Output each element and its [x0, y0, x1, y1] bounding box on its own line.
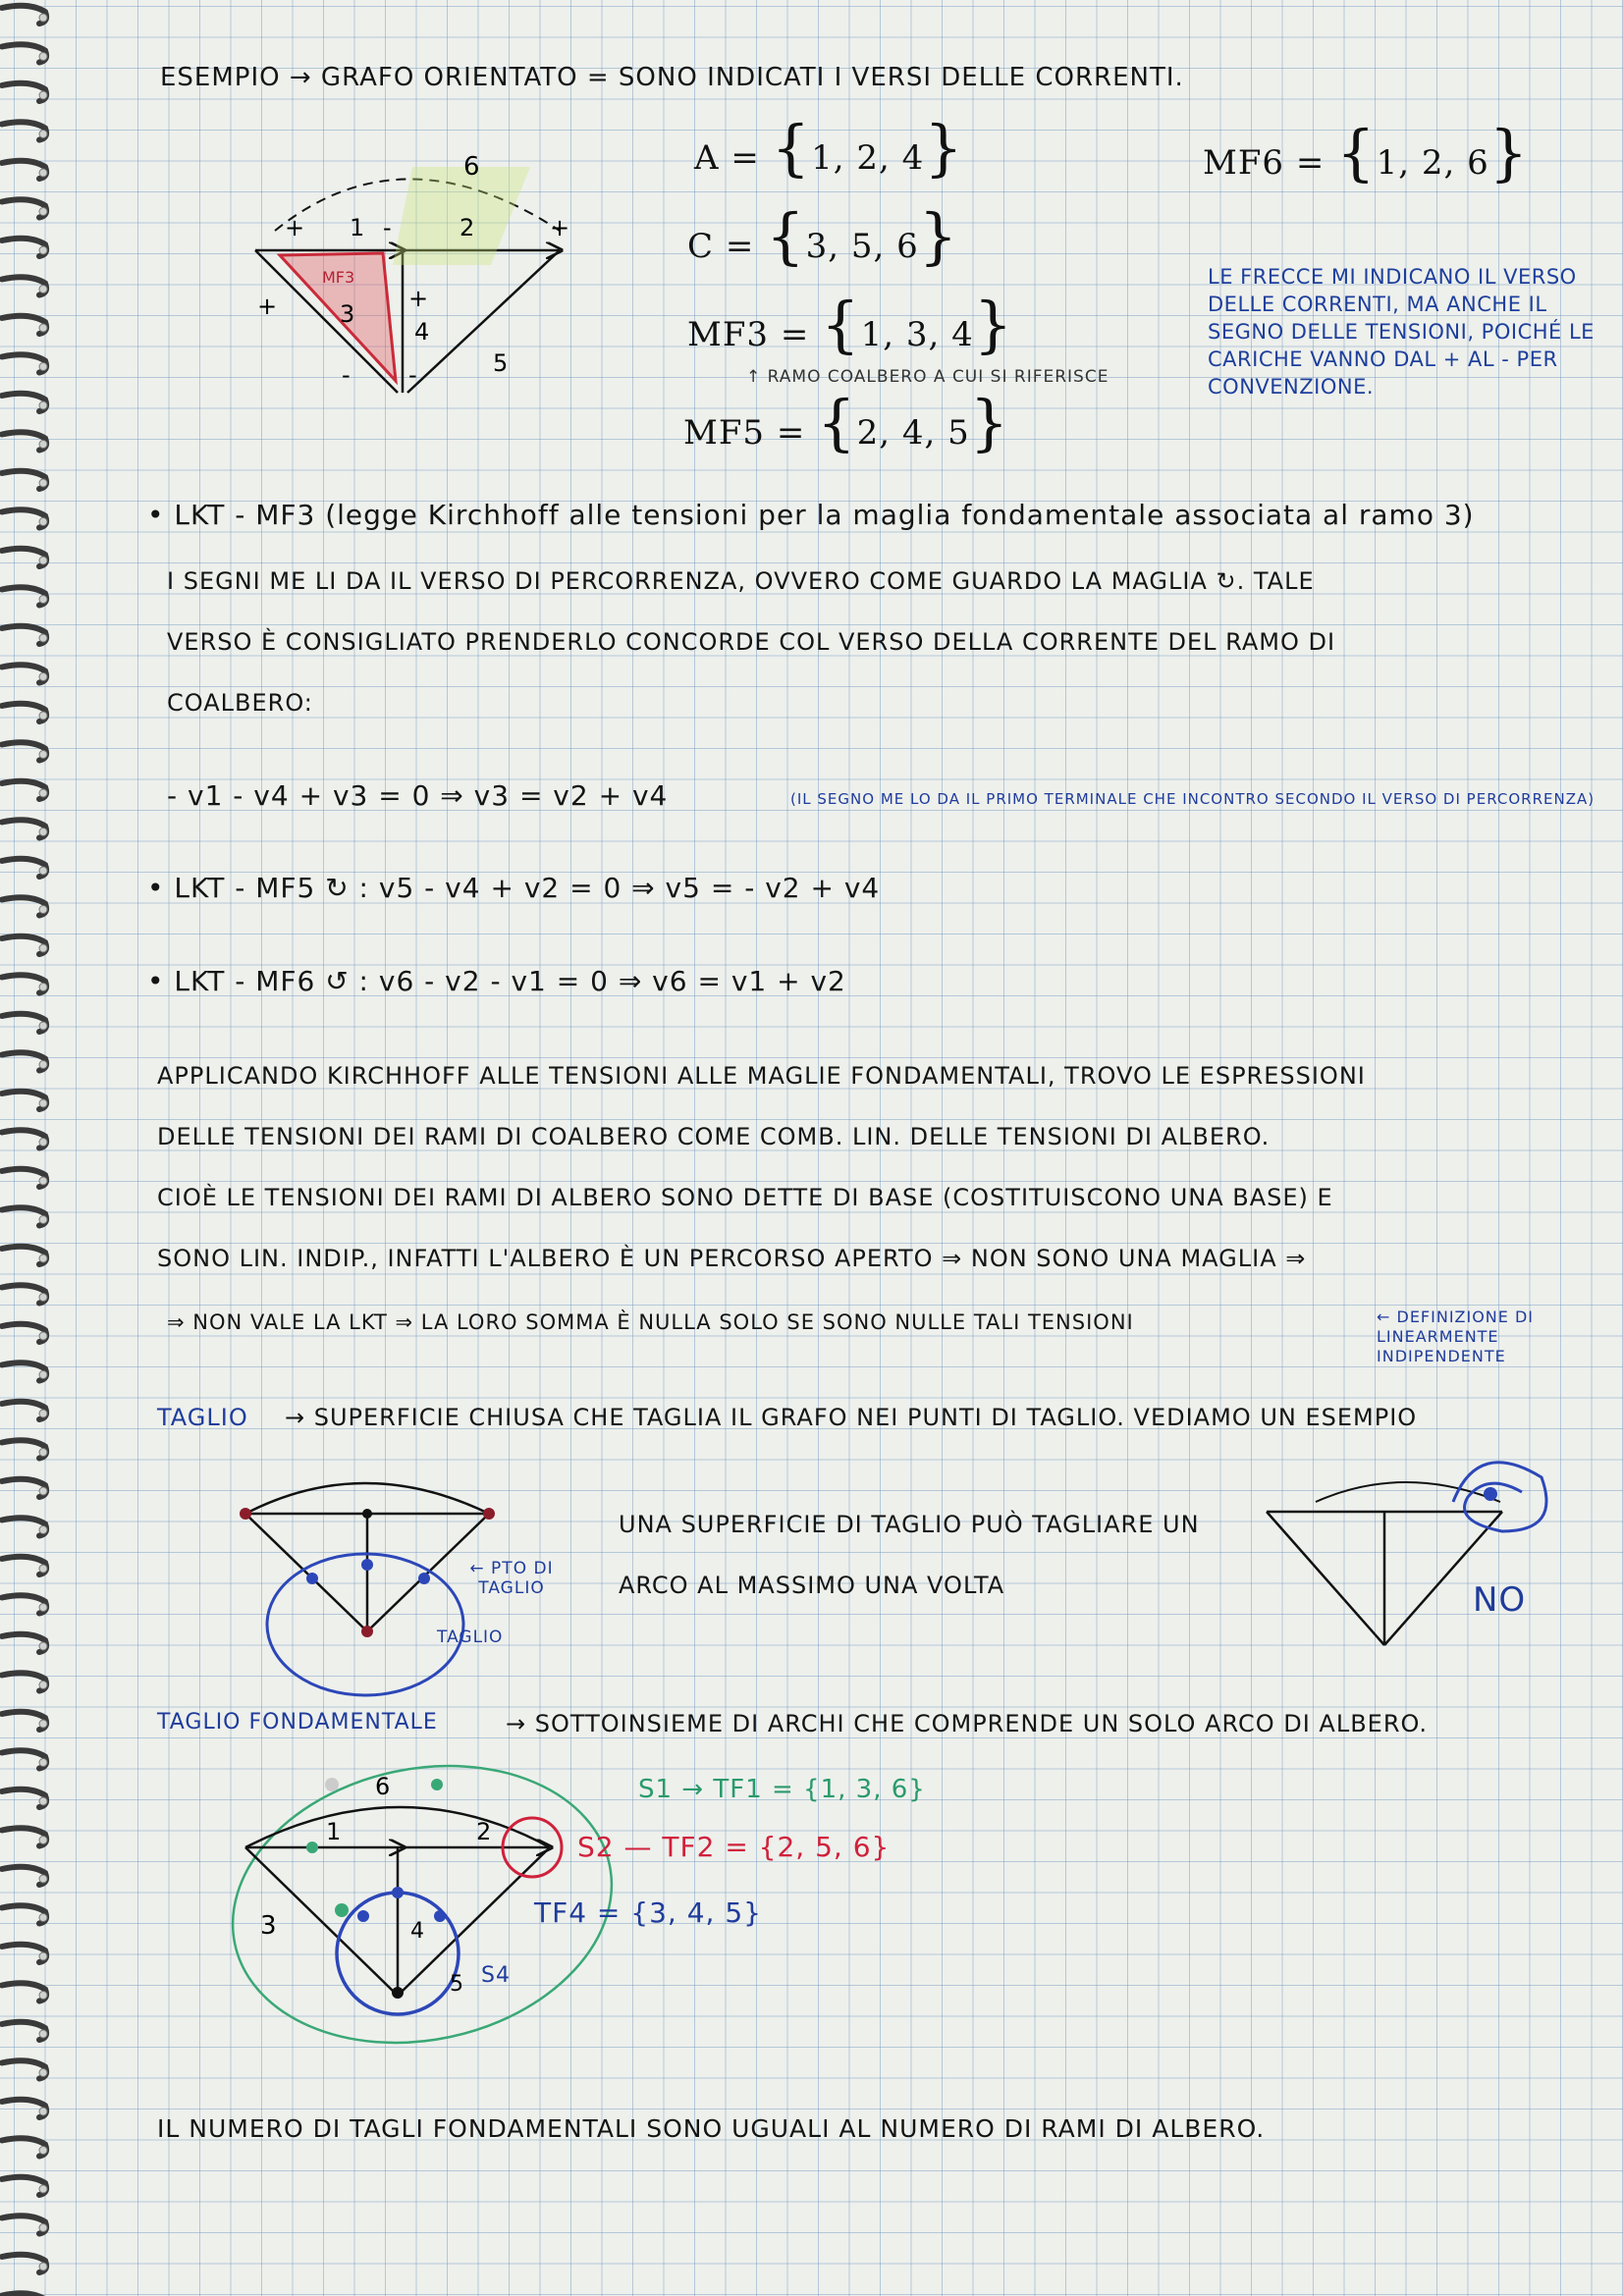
taglio-surface-label: TAGLIO	[437, 1628, 504, 1647]
sign-plus-1: +	[285, 214, 305, 241]
taglio-invalid-diagram	[1257, 1453, 1571, 1688]
para-line-1: APPLICANDO KIRCHHOFF ALLE TENSIONI ALLE MAGLIE FONDAMENTALI, TROVO LE ESPRESSIONI	[157, 1062, 1366, 1090]
branch-label-2: 2	[460, 214, 475, 241]
sign-minus-3: -	[342, 361, 351, 389]
oriented-graph-diagram	[236, 137, 609, 402]
para-line-2: DELLE TENSIONI DEI RAMI DI COALBERO COME COMB. LIN. DELLE TENSIONI DI ALBERO.	[157, 1123, 1271, 1150]
taglio-fond-label: TAGLIO FONDAMENTALE	[157, 1710, 438, 1735]
tf4-label: TF4 = {3, 4, 5}	[534, 1896, 762, 1929]
tf-branch-3: 3	[260, 1911, 277, 1941]
para-line-3: CIOÈ LE TENSIONI DEI RAMI DI ALBERO SONO DETTE DI BASE (COSTITUISCONO UNA BASE) E	[157, 1184, 1333, 1211]
lkt-eq-1: - v1 - v4 + v3 = 0 ⇒ v3 = v2 + v4	[167, 779, 669, 812]
taglio-rule: UNA SUPERFICIE DI TAGLIO PUÒ TAGLIARE UN ARCO AL MASSIMO UNA VOLTA	[619, 1511, 1200, 1599]
set-C: C = {3, 5, 6}	[687, 200, 959, 272]
tf-branch-2: 2	[476, 1818, 492, 1845]
para-line-5: ⇒ NON VALE LA LKT ⇒ LA LORO SOMMA È NULLA SOLO SE SONO NULLE TALI TENSIONI	[167, 1310, 1134, 1334]
branch-label-5: 5	[493, 349, 509, 377]
set-MF6: MF6 = {1, 2, 6}	[1203, 117, 1530, 188]
ramo-note: ↑ RAMO COALBERO A CUI SI RIFERISCE	[746, 367, 1109, 387]
taglio-surface	[267, 1554, 463, 1695]
sign-plus-2: +	[550, 214, 570, 241]
sign-plus-4: +	[408, 285, 429, 312]
branch-5	[407, 250, 560, 393]
no-label: NO	[1473, 1580, 1527, 1620]
sign-minus-4: -	[408, 361, 417, 389]
set-A: A = {1, 2, 4}	[694, 112, 964, 184]
branch-label-4: 4	[414, 318, 430, 346]
taglio-label: TAGLIO	[157, 1404, 248, 1431]
lkt-eq-1-note: (IL SEGNO ME LO DA IL PRIMO TERMINALE CHE INCONTRO SECONDO IL VERSO DI PERCORRENZA)	[790, 790, 1596, 808]
tf-branch-1: 1	[326, 1818, 342, 1845]
tf-branch-5: 5	[450, 1972, 463, 1997]
tf1-label: S1 → TF1 = {1, 3, 6}	[638, 1775, 926, 1804]
lkt-line-2: VERSO È CONSIGLIATO PRENDERLO CONCORDE COL VERSO DELLA CORRENTE DEL RAMO DI	[167, 628, 1336, 656]
lkt-line-3: COALBERO:	[167, 689, 313, 717]
arrows-note: LE FRECCE MI INDICANO IL VERSO DELLE CORRENTI, MA ANCHE IL SEGNO DELLE TENSIONI, POICHÉ LE CARICHE VANNO DAL + AL - PER CONVENZIONE.	[1208, 265, 1595, 399]
branch-label-6: 6	[463, 152, 480, 182]
tf-branch-6: 6	[375, 1773, 391, 1800]
sign-plus-3: +	[257, 293, 278, 320]
taglio-fond-definition: → SOTTOINSIEME DI ARCHI CHE COMPRENDE UN SOLO ARCO DI ALBERO.	[506, 1710, 1429, 1737]
lkt-eq-3: • LKT - MF6 ↺ : v6 - v2 - v1 = 0 ⇒ v6 = v1 + v2	[147, 965, 846, 997]
sign-minus-1: -	[383, 214, 392, 241]
header-line: ESEMPIO → GRAFO ORIENTATO = SONO INDICATI I VERSI DELLE CORRENTI.	[160, 63, 1184, 92]
branch-label-3: 3	[340, 300, 355, 328]
taglio-definition: → SUPERFICIE CHIUSA CHE TAGLIA IL GRAFO NEI PUNTI DI TAGLIO. VEDIAMO UN ESEMPIO	[285, 1404, 1418, 1431]
set-MF5: MF5 = {2, 4, 5}	[683, 387, 1010, 458]
para-line-5-note: ← DEFINIZIONE DI LINEARMENTE INDIPENDENTE	[1377, 1308, 1535, 1365]
lkt-eq-2: • LKT - MF5 ↻ : v5 - v4 + v2 = 0 ⇒ v5 = - v2 + v4	[147, 872, 881, 904]
spiral-binding	[0, 0, 59, 2296]
branch-label-1: 1	[350, 214, 365, 241]
para-line-4: SONO LIN. INDIP., INFATTI L'ALBERO È UN PERCORSO APERTO ⇒ NON SONO UNA MAGLIA ⇒	[157, 1245, 1307, 1272]
mesh-label: MF3	[322, 268, 355, 287]
tf-branch-4: 4	[410, 1919, 424, 1944]
final-statement: IL NUMERO DI TAGLI FONDAMENTALI SONO UGUALI AL NUMERO DI RAMI DI ALBERO.	[157, 2114, 1266, 2143]
invalid-surface	[1453, 1463, 1546, 1531]
s4-label: S4	[481, 1963, 511, 1988]
tf2-label: S2 — TF2 = {2, 5, 6}	[577, 1831, 891, 1863]
set-MF3: MF3 = {1, 3, 4}	[687, 289, 1014, 360]
ptd-label: ← PTO DI TAGLIO	[469, 1559, 554, 1598]
lkt-line-1: I SEGNI ME LI DA IL VERSO DI PERCORRENZA, OVVERO COME GUARDO LA MAGLIA ↻. TALE	[167, 567, 1315, 595]
lkt-mf3-title: • LKT - MF3 (legge Kirchhoff alle tensioni per la maglia fondamentale associata al ramo 3)	[147, 499, 1475, 531]
